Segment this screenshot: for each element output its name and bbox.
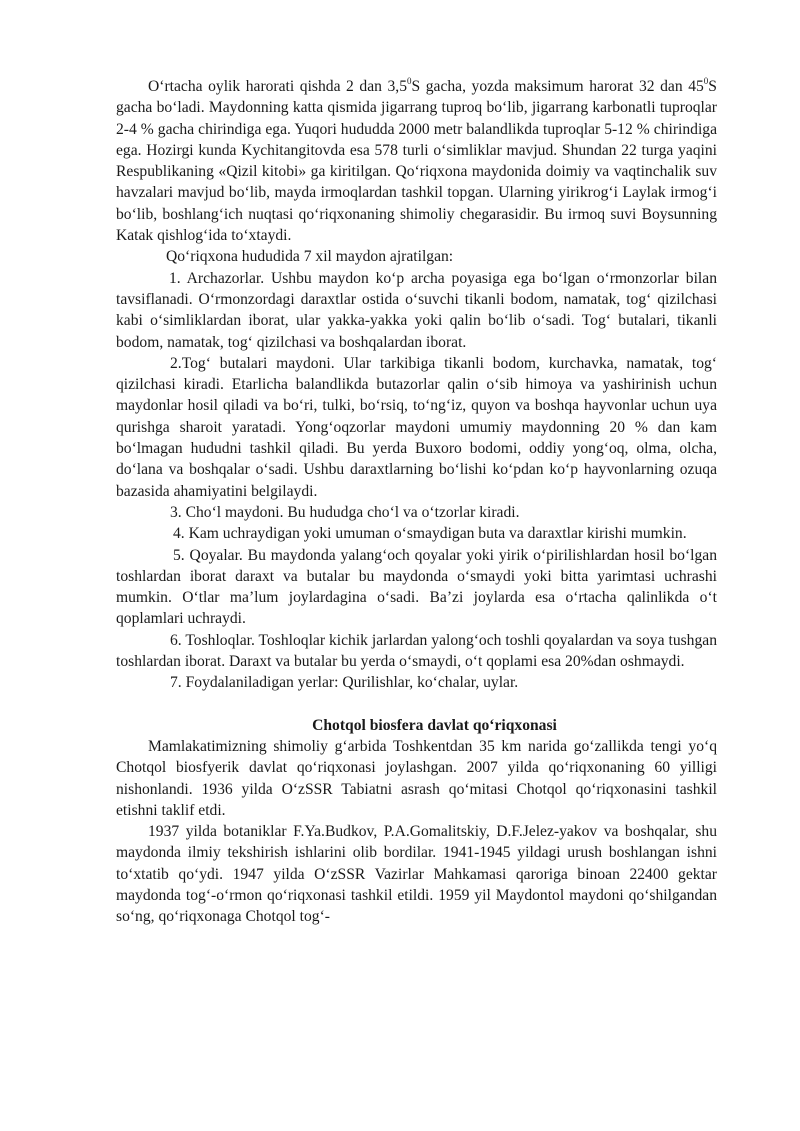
list-item-toshloqlar: 6. Toshloqlar. Toshloqlar kichik jarlardan yalong‘och toshli qoyalardan va soya tushgan toshlardan iborat. Daraxt va butalar bu yerda o‘smaydi, o‘t qoplami esa 20%dan oshmaydi. (116, 631, 717, 671)
degree-superscript: 0 (407, 75, 412, 86)
paragraph-chotqol-history: 1937 yilda botaniklar F.Ya.Budkov, P.A.Gomalitskiy, D.F.Jelez-yakov va boshqalar, shu maydonda ilmiy tekshirish ishlarini olib bordilar. 1941-1945 yildagi urush boshlangan ishni to‘xtatib qo‘ydi. 1947 yilda O‘zSSR Vazirlar Mahkamasi qaroriga binoan 22400 gektar maydonda tog‘-o‘rmon qo‘riqxonasi tashkil etildi. 1959 yil Maydontol maydoni qo‘shilgandan so‘ng, qo‘riqxonaga Chotqol tog‘- (116, 823, 717, 926)
section-spacer (116, 694, 717, 715)
list-item-tog-butalari: 2.Tog‘ butalari maydoni. Ular tarkibiga tikanli bodom, kurchavka, namatak, tog‘ qizilchasi kiradi. Etarlicha balandlikda butazorlar qalin o‘sib himoya va yashirinish uchun maydonlar hosil qiladi va bo‘ri, tulki, bo‘rsiq, to‘ng‘iz, quyon va boshqa hayvonlar uchun uya qurishga sharoit yaratadi. Yong‘oqzorlar maydoni umumiy maydonning 20 % dan kam bo‘lmagan hududni tashkil qiladi. Bu yerda Buxoro bodomi, oddiy yong‘oq, olma, olcha, do‘lana va boshqalar o‘sadi. Ushbu daraxtlarning bo‘lishi ko‘pdan ko‘p hayvonlarning ozuqa bazasida ahamiyatini belgilaydi. (116, 354, 717, 500)
paragraph-chotqol-location: Mamlakatimizning shimoliy g‘arbida Toshkentdan 35 km narida go‘zallikda tengi yo‘q Chotqol biosfyerik davlat qo‘riqxonasi joylashgan. 2007 yilda qo‘riqxonaning 60 yilligi nishonlandi. 1936 yilda O‘zSSR Tabiatni asrash qo‘mitasi Chotqol qo‘riqxonasini tashkil etishni taklif etdi. (116, 737, 717, 819)
list-item-archazorlar: 1. Archazorlar. Ushbu maydon ko‘p archa poyasiga ega bo‘lgan o‘rmonzorlar bilan tavsiflanadi. O‘rmonzordagi daraxtlar ostida o‘suvchi tikanli bodom, namatak, tog‘ qizilchasi kabi o‘simliklardan iborat, ular yakka-yakka yoki qalin bo‘lib o‘sadi. Tog‘ butalari, tikanli bodom, namatak, tog‘ qizilchasi va boshqalardan iborat. (116, 269, 717, 351)
text-segment: S gacha bo‘ladi. Maydonning katta qismida jigarrang tuproq bo‘lib, jigarrang karbonatli tuproqlar 2-4 % gacha chirindiga ega. Yuqori hududda 2000 metr balandlikda tuproqlar 5-12 % chirindiga ega. Hozirgi kunda Kychitangitovda esa 578 turli o‘simliklar mavjud. Shundan 22 turga yaqini Respublikaning «Qizil kitobi» ga kiritilgan. Qo‘riqxona maydonida doimiy va vaqtinchalik suv havzalari mavjud bo‘lib, mayda irmoqlardan tashkil topgan. Ularning yirikrog‘i Laylak irmog‘i bo‘lib, boshlang‘ich nuqtasi qo‘riqxonaning shimoliy chegarasidir. Bu irmoq suvi Boysunning Katak qishlog‘ida to‘xtaydi. (116, 78, 717, 245)
section-heading: Chotqol biosfera davlat qo‘riqxonasi (312, 716, 557, 734)
paragraph-zones-intro: Qo‘riqxona hududida 7 xil maydon ajratilgan: (166, 248, 454, 266)
paragraph-climate-soil (116, 76, 717, 246)
list-item-qoyalar: 5. Qoyalar. Bu maydonda yalang‘och qoyalar yoki yirik o‘pirilishlardan hosil bo‘lgan toshlardan iborat daraxt va butalar bu maydonda o‘smaydi yoki bitta yarimtasi uchrashi mumkin. O‘tlar ma’lum joylardagina o‘sadi. Ba’zi joylarda esa o‘rtacha qalinlikda o‘t qoplamlari uchraydi. (116, 546, 717, 628)
text-segment: S gacha, yozda maksimum harorat 32 dan 45 (411, 78, 704, 95)
degree-superscript: 0 (703, 75, 709, 86)
list-item-chol-maydoni: 3. Cho‘l maydoni. Bu hududga cho‘l va o‘tzorlar kiradi. (170, 503, 520, 521)
text-segment: O‘rtacha oylik harorati qishda 2 dan 3,5 (148, 78, 407, 95)
list-item-foydalaniladigan: 7. Foydalaniladigan yerlar: Qurilishlar, ko‘chalar, uylar. (170, 674, 519, 692)
list-item-kam-uchraydigan: 4. Kam uchraydigan yoki umuman o‘smaydigan buta va daraxtlar kirishi mumkin. (173, 525, 687, 543)
